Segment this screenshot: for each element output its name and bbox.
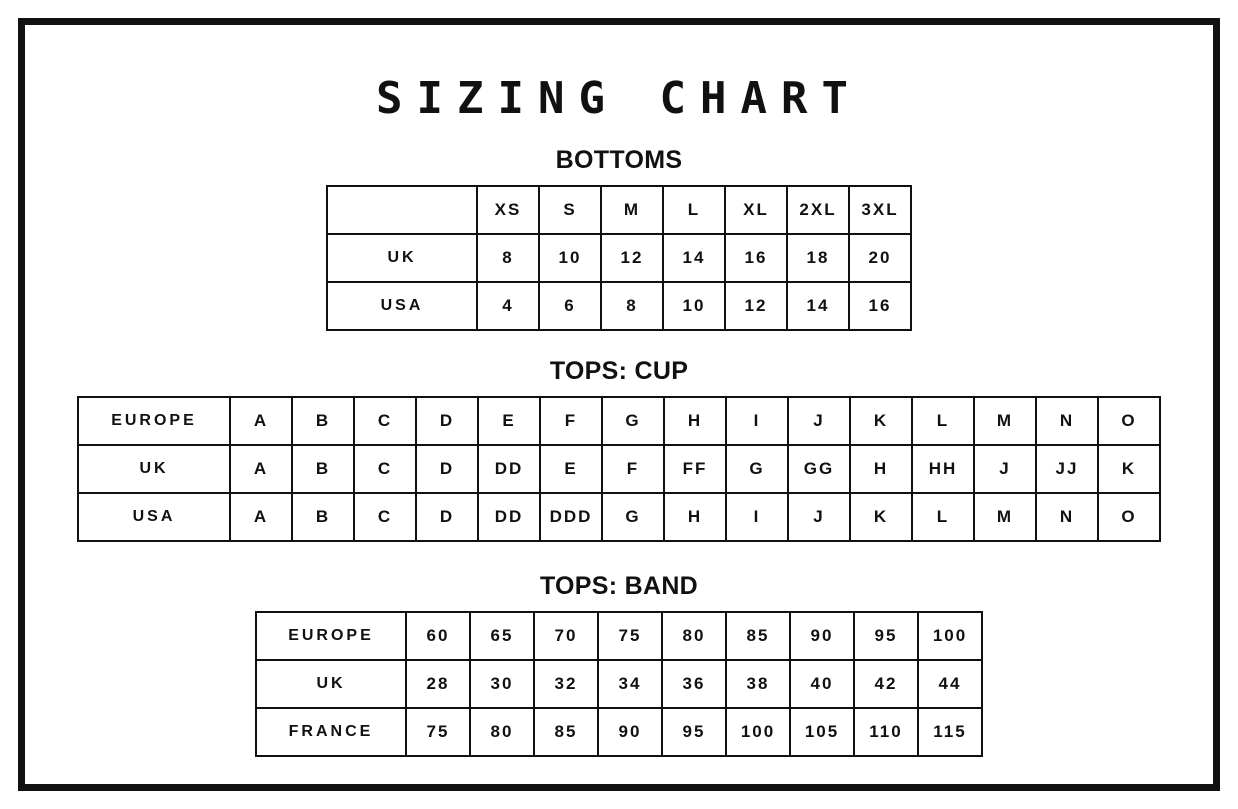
table-cell: 16 [849, 282, 911, 330]
table-cell: 85 [534, 708, 598, 756]
table-cell: GG [788, 445, 850, 493]
table-cell: K [850, 397, 912, 445]
table-cell: DDD [540, 493, 602, 541]
table-cell: G [602, 397, 664, 445]
tops-cup-size-table [77, 396, 1161, 542]
row-label: EUROPE [78, 397, 230, 445]
table-cell: C [354, 493, 416, 541]
table-cell: B [292, 493, 354, 541]
table-cell: H [664, 493, 726, 541]
row-label: EUROPE [256, 612, 406, 660]
table-cell: D [416, 397, 478, 445]
table-cell: J [788, 493, 850, 541]
table-cell: 36 [662, 660, 726, 708]
page-border-frame [18, 18, 1220, 791]
row-label: USA [327, 282, 477, 330]
table-cell: 60 [406, 612, 470, 660]
table-cell: M [601, 186, 663, 234]
section-bottoms [45, 146, 1193, 331]
row-label: USA [78, 493, 230, 541]
table-cell: 42 [854, 660, 918, 708]
row-label: UK [256, 660, 406, 708]
table-row [256, 612, 982, 660]
tops-band-size-table [255, 611, 983, 757]
table-cell: A [230, 397, 292, 445]
table-cell: C [354, 445, 416, 493]
table-cell: 14 [663, 234, 725, 282]
table-cell: L [912, 493, 974, 541]
table-cell: 38 [726, 660, 790, 708]
table-cell: 8 [477, 234, 539, 282]
table-cell: M [974, 493, 1036, 541]
table-cell: 75 [406, 708, 470, 756]
table-cell: 4 [477, 282, 539, 330]
table-cell: B [292, 397, 354, 445]
row-label: FRANCE [256, 708, 406, 756]
table-cell: 115 [918, 708, 982, 756]
table-cell: 100 [726, 708, 790, 756]
table-cell: FF [664, 445, 726, 493]
table-cell: 16 [725, 234, 787, 282]
table-row [78, 397, 1160, 445]
table-cell: 32 [534, 660, 598, 708]
table-cell: F [602, 445, 664, 493]
table-cell: B [292, 445, 354, 493]
table-cell: E [540, 445, 602, 493]
table-cell: 12 [601, 234, 663, 282]
table-cell: 14 [787, 282, 849, 330]
table-row [256, 708, 982, 756]
table-cell: G [602, 493, 664, 541]
table-row [78, 445, 1160, 493]
table-cell: N [1036, 397, 1098, 445]
table-cell: DD [478, 445, 540, 493]
section-title-tops-band: TOPS: BAND [539, 572, 699, 600]
table-row [327, 282, 911, 330]
table-cell: 12 [725, 282, 787, 330]
table-cell: 3XL [849, 186, 911, 234]
table-cell: A [230, 445, 292, 493]
row-label [327, 186, 477, 234]
row-label: UK [327, 234, 477, 282]
table-cell: 75 [598, 612, 662, 660]
table-cell: 18 [787, 234, 849, 282]
table-cell: 20 [849, 234, 911, 282]
table-cell: 44 [918, 660, 982, 708]
section-tops-cup [45, 357, 1193, 542]
page-content [25, 25, 1213, 784]
table-cell: 95 [662, 708, 726, 756]
table-cell: L [663, 186, 725, 234]
table-cell: E [478, 397, 540, 445]
table-cell: 30 [470, 660, 534, 708]
table-cell: M [974, 397, 1036, 445]
table-cell: 10 [663, 282, 725, 330]
table-cell: K [1098, 445, 1160, 493]
table-cell: K [850, 493, 912, 541]
section-tops-band [45, 572, 1193, 757]
section-title-tops-cup: TOPS: CUP [549, 357, 689, 385]
table-cell: D [416, 445, 478, 493]
table-row [256, 660, 982, 708]
table-cell: 80 [662, 612, 726, 660]
table-cell: DD [478, 493, 540, 541]
table-cell: 90 [598, 708, 662, 756]
table-cell: 6 [539, 282, 601, 330]
table-cell: N [1036, 493, 1098, 541]
table-cell: 40 [790, 660, 854, 708]
table-cell: A [230, 493, 292, 541]
table-cell: 8 [601, 282, 663, 330]
table-cell: O [1098, 493, 1160, 541]
table-cell: HH [912, 445, 974, 493]
table-cell: F [540, 397, 602, 445]
table-cell: 85 [726, 612, 790, 660]
table-cell: XS [477, 186, 539, 234]
table-cell: I [726, 397, 788, 445]
section-title-bottoms: BOTTOMS [555, 146, 683, 174]
table-cell: J [974, 445, 1036, 493]
table-cell: 80 [470, 708, 534, 756]
table-cell: O [1098, 397, 1160, 445]
table-cell: 95 [854, 612, 918, 660]
table-cell: H [850, 445, 912, 493]
table-cell: G [726, 445, 788, 493]
row-label: UK [78, 445, 230, 493]
table-cell: C [354, 397, 416, 445]
table-cell: 105 [790, 708, 854, 756]
table-cell: 65 [470, 612, 534, 660]
table-cell: JJ [1036, 445, 1098, 493]
table-cell: L [912, 397, 974, 445]
bottoms-size-table [326, 185, 912, 331]
table-cell: XL [725, 186, 787, 234]
table-cell: S [539, 186, 601, 234]
table-row [327, 234, 911, 282]
page-title: SIZING CHART [376, 73, 862, 124]
table-cell: 90 [790, 612, 854, 660]
table-cell: J [788, 397, 850, 445]
table-cell: 70 [534, 612, 598, 660]
table-row [78, 493, 1160, 541]
table-cell: 28 [406, 660, 470, 708]
table-row [327, 186, 911, 234]
table-cell: D [416, 493, 478, 541]
table-cell: 2XL [787, 186, 849, 234]
table-cell: H [664, 397, 726, 445]
table-cell: I [726, 493, 788, 541]
table-cell: 34 [598, 660, 662, 708]
table-cell: 110 [854, 708, 918, 756]
table-cell: 10 [539, 234, 601, 282]
table-cell: 100 [918, 612, 982, 660]
